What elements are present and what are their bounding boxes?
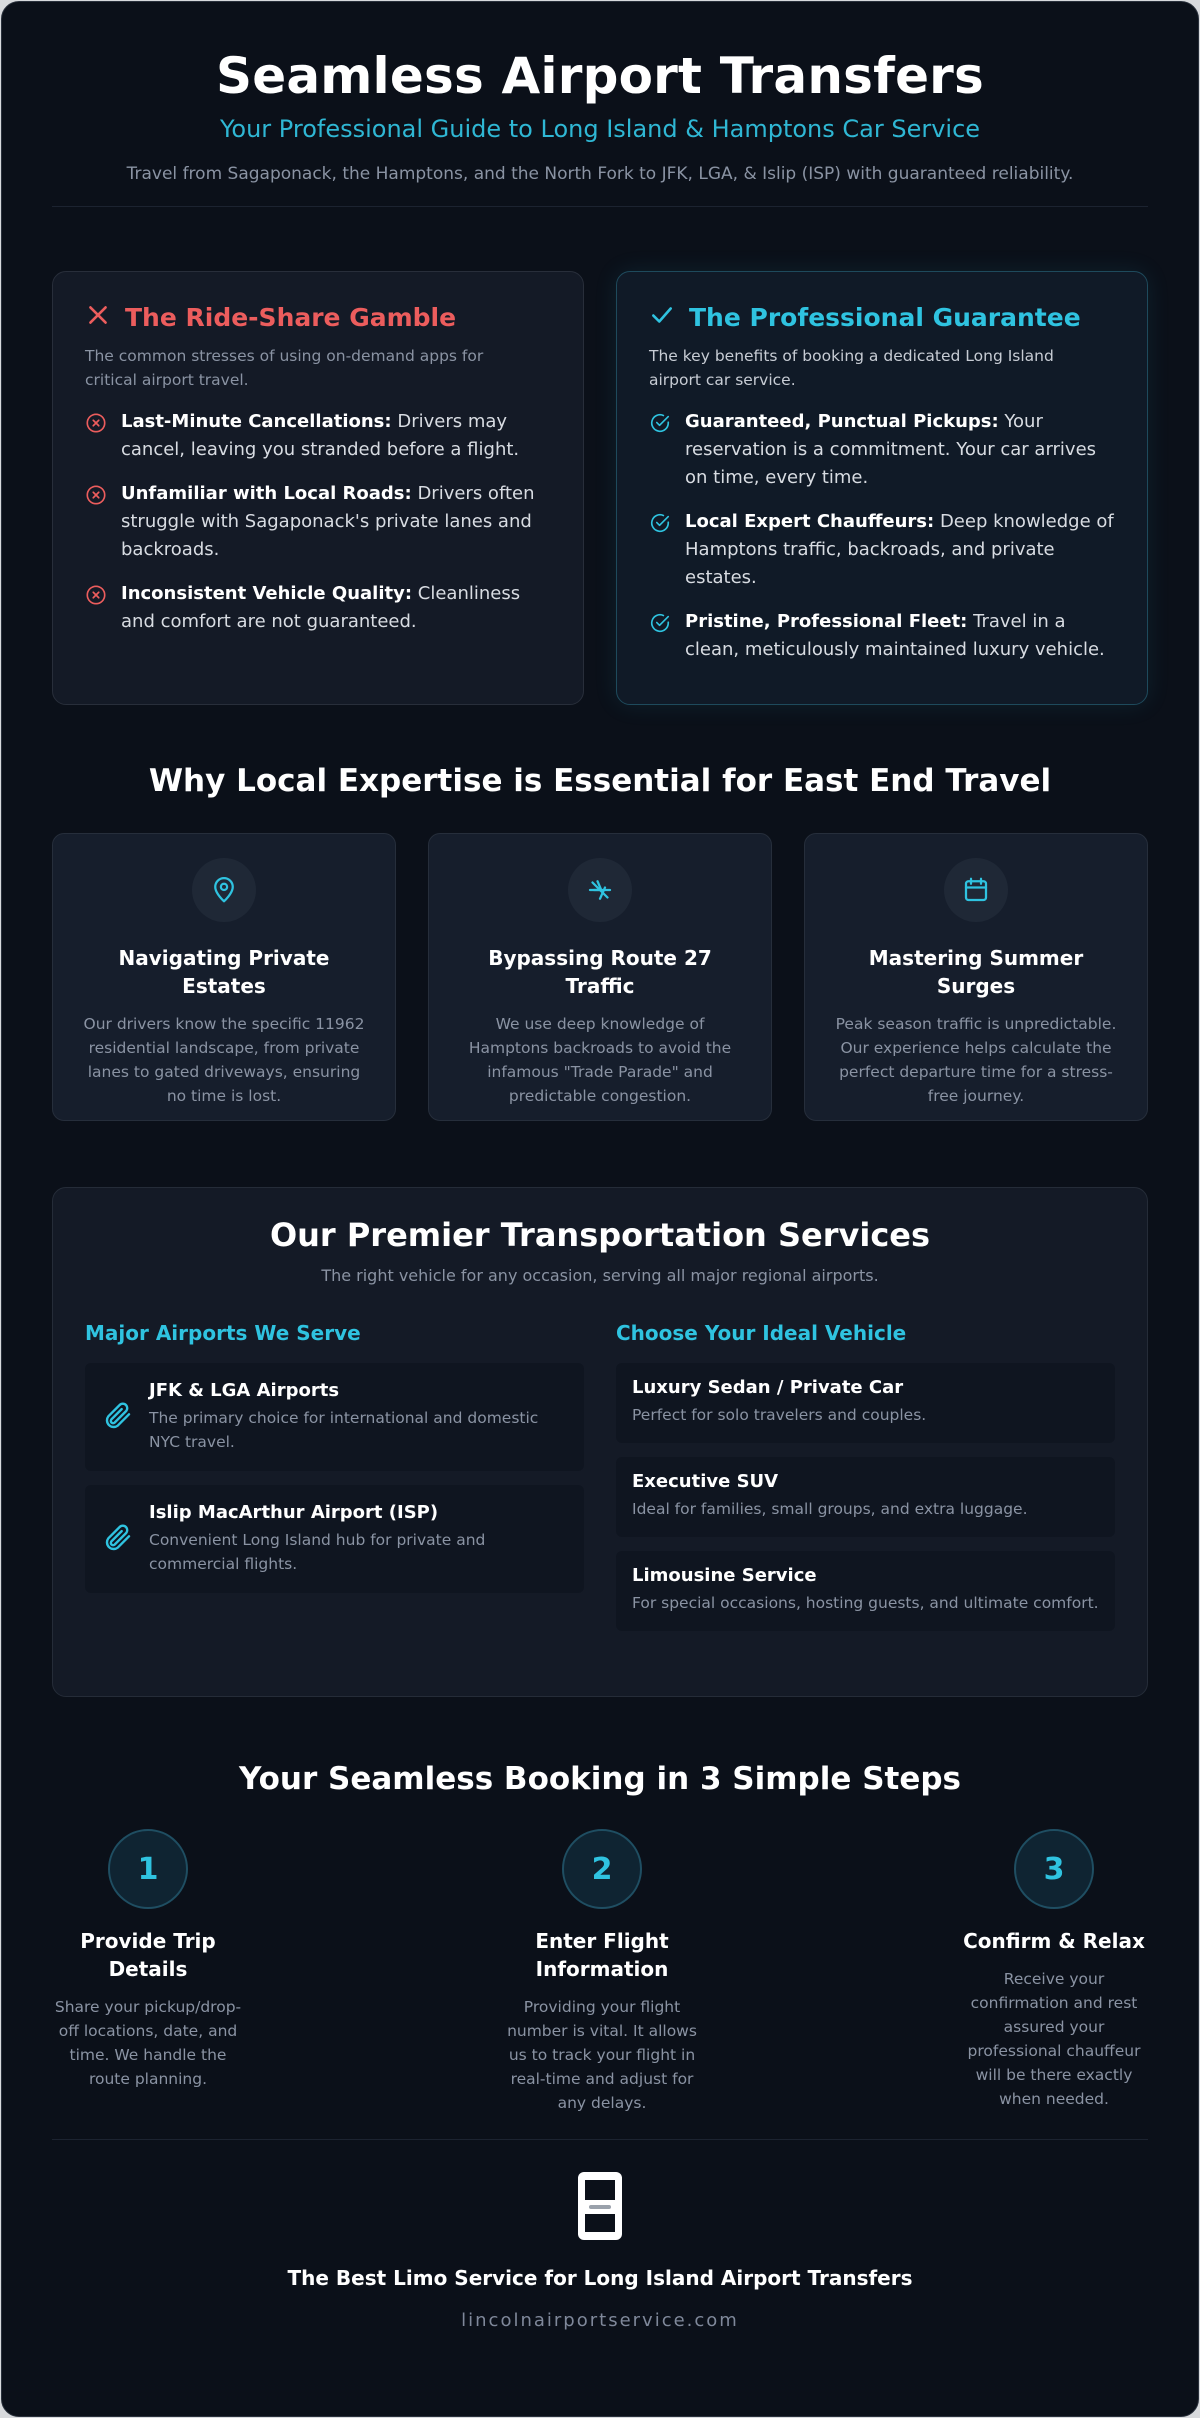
comparison-section: [2, 271, 1198, 705]
services-title: Our Premier Transportation Services: [269, 1216, 931, 1254]
list-item-text: Cleanliness and comfort are not guaranteed.: [121, 583, 521, 632]
vehicle-text: Perfect for solo travelers and couples.: [632, 1406, 927, 1424]
calendar-icon: [944, 858, 1008, 922]
phone-icon: [576, 2170, 624, 2242]
airport-title: JFK & LGA Airports: [149, 1380, 340, 1401]
airports-column: [85, 1321, 584, 1645]
list-item-bold: Inconsistent Vehicle Quality:: [121, 583, 413, 604]
vehicle-text: Ideal for families, small groups, and extra luggage.: [632, 1500, 1028, 1518]
step-item: [48, 1829, 248, 2091]
why-card-text: Peak season traffic is unpredictable. Our experience helps calculate the perfect departure time for a stress-free journey.: [835, 1015, 1117, 1105]
vehicle-item: [616, 1363, 1115, 1443]
check-circle-icon: [649, 612, 673, 664]
vehicles-heading: Choose Your Ideal Vehicle: [616, 1321, 907, 1345]
vehicle-title: Luxury Sedan / Private Car: [632, 1377, 904, 1398]
list-item-text: Your reservation is a commitment. Your car arrives on time, every time.: [685, 411, 1097, 488]
airport-item: [85, 1485, 584, 1593]
check-circle-icon: [649, 512, 673, 592]
airports-heading: Major Airports We Serve: [85, 1321, 361, 1345]
page-tagline: Travel from Sagaponack, the Hamptons, and the North Fork to JFK, LGA, & Islip (ISP) with guaranteed reliability.: [126, 164, 1074, 184]
vehicle-item: [616, 1457, 1115, 1537]
paperclip-icon: [101, 1399, 133, 1435]
list-item-text: Deep knowledge of Hamptons traffic, backroads, and private estates.: [685, 511, 1114, 588]
step-item: [954, 1829, 1154, 2111]
list-item-text: Drivers often struggle with Sagaponack's private lanes and backroads.: [121, 483, 535, 560]
x-circle-icon: [85, 484, 109, 564]
step-number: 3: [1014, 1829, 1094, 1909]
page-frame: [1, 1, 1199, 2417]
list-item-bold: Local Expert Chauffeurs:: [685, 511, 935, 532]
professional-description: The key benefits of booking a dedicated Long Island airport car service.: [649, 347, 1054, 389]
why-card-text: Our drivers know the specific 11962 residential landscape, from private lanes to gated driveways, ensuring no time is lost.: [83, 1015, 365, 1105]
step-number: 2: [562, 1829, 642, 1909]
list-item: [649, 608, 1115, 664]
step-title: Provide Trip Details: [80, 1929, 216, 1981]
vehicle-text: For special occasions, hosting guests, and ultimate comfort.: [632, 1594, 1099, 1612]
why-card: [428, 833, 772, 1121]
paperclip-icon: [101, 1521, 133, 1557]
steps-section: [2, 1829, 1198, 2139]
why-card-title: Mastering Summer Surges: [868, 946, 1084, 998]
services-lead: The right vehicle for any occasion, serving all major regional airports.: [321, 1266, 879, 1285]
airport-title: Islip MacArthur Airport (ISP): [149, 1502, 439, 1523]
vehicle-title: Limousine Service: [632, 1565, 817, 1586]
page-subtitle: Your Professional Guide to Long Island & Hamptons Car Service: [219, 115, 981, 143]
step-text: Share your pickup/drop-off locations, date, and time. We handle the route planning.: [54, 1998, 242, 2088]
x-icon: [85, 302, 111, 332]
list-item: [85, 480, 551, 564]
why-section-title: Why Local Expertise is Essential for East End Travel: [148, 763, 1052, 799]
header-divider: [52, 206, 1148, 207]
rideshare-description: The common stresses of using on-demand apps for critical airport travel.: [85, 347, 484, 389]
why-section: [2, 833, 1198, 1121]
list-item-bold: Unfamiliar with Local Roads:: [121, 483, 412, 504]
list-item-bold: Guaranteed, Punctual Pickups:: [685, 411, 999, 432]
rideshare-list: [85, 408, 551, 636]
rideshare-card: [52, 271, 584, 705]
step-item: [502, 1829, 702, 2115]
step-text: Receive your confirmation and rest assured your professional chauffeur will be there exactly when needed.: [967, 1970, 1141, 2108]
professional-list: [649, 408, 1115, 664]
airport-text: The primary choice for international and domestic NYC travel.: [149, 1409, 539, 1451]
list-item: [85, 580, 551, 636]
footer: [2, 2140, 1198, 2331]
page-title: Seamless Airport Transfers: [216, 47, 984, 105]
step-number: 1: [108, 1829, 188, 1909]
footer-site-link[interactable]: lincolnairportservice.com: [461, 2310, 739, 2331]
airport-item: [85, 1363, 584, 1471]
map-pin-icon: [192, 858, 256, 922]
step-title: Confirm & Relax: [963, 1929, 1145, 1953]
list-item-text: Drivers may cancel, leaving you stranded before a flight.: [121, 411, 520, 460]
x-circle-icon: [85, 412, 109, 464]
why-card: [804, 833, 1148, 1121]
professional-card: [616, 271, 1148, 705]
steps-title: Your Seamless Booking in 3 Simple Steps: [238, 1761, 962, 1797]
no-traffic-icon: [568, 858, 632, 922]
rideshare-title: The Ride-Share Gamble: [125, 302, 457, 332]
vehicle-title: Executive SUV: [632, 1471, 779, 1492]
hero-header: [2, 2, 1198, 186]
professional-title: The Professional Guarantee: [689, 302, 1081, 332]
step-text: Providing your flight number is vital. It allows us to track your flight in real-time and adjust for any delays.: [507, 1998, 697, 2112]
vehicles-column: [616, 1321, 1115, 1645]
vehicle-item: [616, 1551, 1115, 1631]
why-card-text: We use deep knowledge of Hamptons backroads to avoid the infamous "Trade Parade" and predictable congestion.: [468, 1015, 732, 1105]
airport-text: Convenient Long Island hub for private and commercial flights.: [149, 1531, 486, 1573]
services-section: [52, 1187, 1148, 1697]
list-item: [85, 408, 551, 464]
footer-brand: The Best Limo Service for Long Island Airport Transfers: [287, 2266, 913, 2290]
list-item: [649, 408, 1115, 492]
check-icon: [649, 302, 675, 332]
list-item-text: Travel in a clean, meticulously maintained luxury vehicle.: [685, 611, 1105, 660]
list-item-bold: Pristine, Professional Fleet:: [685, 611, 968, 632]
why-card: [52, 833, 396, 1121]
x-circle-icon: [85, 584, 109, 636]
why-card-title: Bypassing Route 27 Traffic: [488, 946, 712, 998]
list-item: [649, 508, 1115, 592]
check-circle-icon: [649, 412, 673, 492]
step-title: Enter Flight Information: [535, 1929, 669, 1981]
list-item-bold: Last-Minute Cancellations:: [121, 411, 392, 432]
why-card-title: Navigating Private Estates: [118, 946, 330, 998]
